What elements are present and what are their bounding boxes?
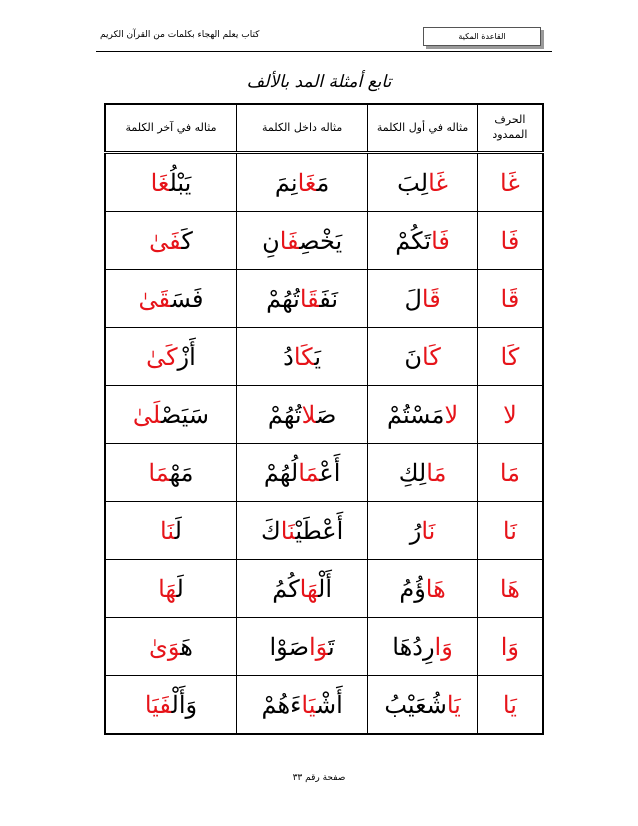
column-header-middle: مثاله داخل الكلمة [236,104,367,153]
word-part: كَ [260,516,281,545]
page-title: تابع أمثلة المد بالألف [246,72,392,92]
last-example-cell [105,212,236,270]
table-row [105,618,543,676]
letter-text: غَا [499,168,520,197]
highlighted-part: فَيَا [144,690,172,719]
letter-cell [477,328,543,386]
middle-example-cell [236,386,367,444]
word-part: لَ [404,284,422,313]
word-part: تَ [328,632,335,661]
highlighted-part: نَا [160,516,175,545]
first-example-cell [368,676,478,735]
table-row [105,502,543,560]
column-header-letter: الحرف الممدود [477,104,543,153]
word-part: ءَهُمْ [261,690,302,719]
highlighted-part: قَا [299,284,320,313]
table-body [105,153,543,735]
first-example-cell [368,153,478,212]
word-part: مَسْتُمْ [386,400,445,429]
letter-text: قَا [500,284,520,313]
letter-cell [477,270,543,328]
word-part: لِكِ [398,458,427,487]
word-part: سَيَصْ [160,400,210,429]
word-part: فَسَ [170,284,204,313]
highlighted-part: يَا [301,690,316,719]
first-example-cell [368,618,478,676]
letter-cell [477,618,543,676]
header-rule [96,51,552,52]
highlighted-part: غَا [428,168,448,197]
word-part: نِمَ [274,168,298,197]
table-row [105,560,543,618]
word-part: أَعْ [319,458,341,487]
highlighted-part: غَا [150,168,170,197]
word-part: هَ [180,632,193,661]
word-part: رُ [409,516,422,545]
word-part: وَأَلْ [171,690,198,719]
highlighted-part: لا [301,400,316,429]
word-part: أَلْ [318,574,332,603]
table-row [105,153,543,212]
word-part: لُهُمْ [263,458,299,487]
table-row [105,212,543,270]
last-example-cell [105,618,236,676]
word-part: مَ [316,168,330,197]
letter-cell [477,502,543,560]
highlighted-part: كَىٰ [146,342,178,371]
word-part: تَكُمْ [395,226,432,255]
highlighted-part: مَا [298,458,320,487]
middle-example-cell [236,270,367,328]
table-row [105,270,543,328]
highlighted-part: وَا [308,632,329,661]
middle-example-cell [236,444,367,502]
first-example-cell [368,212,478,270]
highlighted-part: هَا [158,574,177,603]
letter-text: نَا [502,516,517,545]
word-part: مَهْ [169,458,194,487]
word-part: رِدُهَا [392,632,435,661]
examples-table [104,103,544,735]
highlighted-part: كَا [293,342,315,371]
first-example-cell [368,560,478,618]
highlighted-part: نَا [280,516,296,545]
highlighted-part: قَىٰ [138,284,171,313]
word-part: نَ [404,342,422,371]
highlighted-part: نَا [421,516,436,545]
word-part: شُعَيْبُ [384,690,447,719]
table-header-row [105,104,543,153]
word-part: أَشْ [315,690,343,719]
word-part: نِ [262,226,280,255]
first-example-cell [368,328,478,386]
column-header-first: مثاله في أول الكلمة [368,104,478,153]
letter-cell [477,386,543,444]
word-part: نَفَ [319,284,339,313]
highlighted-part: وَىٰ [149,632,181,661]
word-part: صَوْا [269,632,309,661]
table-row [105,444,543,502]
first-example-cell [368,270,478,328]
highlighted-part: فَا [431,226,450,255]
word-part: لَ [174,516,182,545]
word-part: دُ [283,342,294,371]
last-example-cell [105,502,236,560]
last-example-cell [105,270,236,328]
word-part: تُهُمْ [267,400,302,429]
highlighted-part: مَا [148,458,170,487]
header-badge: القاعدة المكية [423,27,541,46]
table-row [105,328,543,386]
highlighted-part: هَا [425,574,446,603]
highlighted-part: مَا [426,458,447,487]
middle-example-cell [236,560,367,618]
middle-example-cell [236,212,367,270]
last-example-cell [105,560,236,618]
first-example-cell [368,502,478,560]
word-part: لِبَ [397,168,429,197]
highlighted-part: غَا [297,168,317,197]
word-part: أَعْطَيْ [295,516,344,545]
middle-example-cell [236,328,367,386]
highlighted-part: وَا [434,632,453,661]
letter-text: وَا [500,632,520,661]
column-header-last: مثاله في آخر الكلمة [105,104,236,153]
letter-text: هَا [499,574,520,603]
word-part: يَ [314,342,322,371]
letter-text: مَا [499,458,520,487]
highlighted-part: لا [444,400,459,429]
word-part: يَبْلُ [169,168,192,197]
letter-cell [477,676,543,735]
last-example-cell [105,444,236,502]
letter-cell [477,444,543,502]
word-part: تُهُمْ [266,284,300,313]
table-row [105,676,543,735]
first-example-cell [368,386,478,444]
word-part: كَ [181,226,193,255]
word-part: ؤُمُ [399,574,426,603]
letter-text: فَا [500,226,520,255]
word-part: كُمُ [272,574,300,603]
highlighted-part: قَا [421,284,441,313]
letter-cell [477,212,543,270]
letter-text: لا [503,400,517,429]
letter-text: يَا [502,690,517,719]
page-number: صفحة رقم ٣٣ [292,773,346,783]
table-row [105,386,543,444]
last-example-cell [105,676,236,735]
word-part: يَخْصِ [299,226,343,255]
middle-example-cell [236,676,367,735]
highlighted-part: لَىٰ [132,400,161,429]
highlighted-part: يَا [446,690,461,719]
letter-cell [477,560,543,618]
middle-example-cell [236,153,367,212]
highlighted-part: فَا [279,226,300,255]
middle-example-cell [236,502,367,560]
book-title: كتاب يعلم الهجاء بكلمات من القرآن الكريم [100,30,260,40]
last-example-cell [105,386,236,444]
last-example-cell [105,153,236,212]
word-part: صَ [315,400,337,429]
highlighted-part: كَا [422,342,441,371]
highlighted-part: فَىٰ [149,226,182,255]
highlighted-part: هَا [299,574,319,603]
letter-cell [477,153,543,212]
word-part: لَ [176,574,184,603]
last-example-cell [105,328,236,386]
examples-table-wrapper [104,103,544,730]
word-part: أَزْ [177,342,196,371]
letter-text: كَا [500,342,520,371]
middle-example-cell [236,618,367,676]
first-example-cell [368,444,478,502]
